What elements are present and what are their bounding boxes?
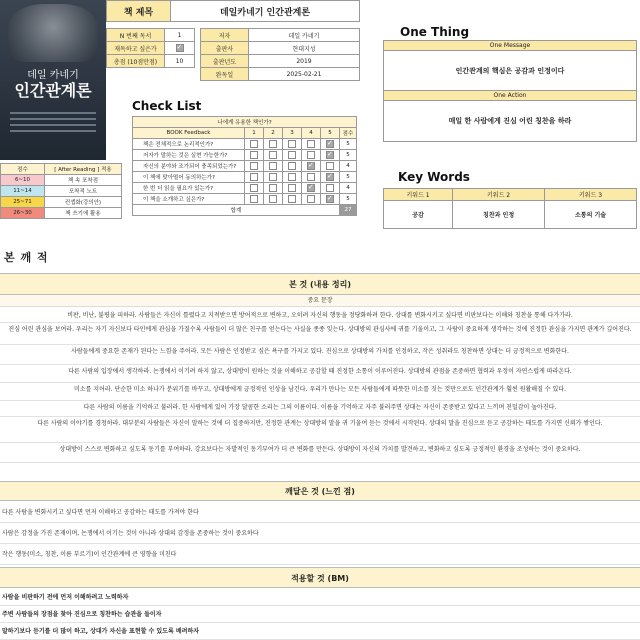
book-cover [0, 0, 106, 160]
publisher-label: 출판사 [201, 42, 249, 55]
cover-title: 인간관계론 [14, 81, 92, 100]
seen-band: 본 것 (내용 정리) [0, 273, 640, 295]
col-2-header: 2 [264, 128, 283, 139]
rating-cell[interactable] [283, 139, 302, 150]
rating-checkbox[interactable] [288, 195, 296, 203]
one-message-label: One Message [384, 41, 636, 51]
n-reading-value: 1 [165, 29, 195, 42]
pub-year-label: 출판년도 [201, 55, 249, 68]
rating-checkbox[interactable] [288, 140, 296, 148]
legend-range: 11~14 [1, 186, 45, 197]
rating-checkbox[interactable] [250, 195, 258, 203]
book-title-label: 책 제목 [107, 1, 171, 22]
rating-checkbox[interactable] [269, 173, 277, 181]
key-words-heading: Key Words [398, 170, 470, 184]
seen-paragraph: 상대방이 스스로 변화하고 싶도록 동기를 부여하라. 강요보다는 자발적인 동기부여가 더 큰 변화를 만든다. 상대방이 자신의 가치를 발견하고, 변화하고 싶도록 긍정적인 환경을 조성하는 것이 중요하다. [0, 443, 640, 463]
rating-checkbox[interactable] [307, 184, 315, 192]
checklist-question: 자신의 분야와 조가되어 충족되었는가? [133, 161, 245, 172]
legend-text: 책 속 포착점 [45, 175, 122, 186]
realized-band: 깨달은 것 (느낀 점) [0, 481, 640, 501]
legend-text: 책 쓰기에 활용 [45, 208, 122, 219]
reread-label: 재독하고 싶은가 [107, 42, 165, 55]
rating-cell[interactable] [302, 194, 321, 205]
legend-range: 6~10 [1, 175, 45, 186]
checklist-question: 이 책에 맞아떨어 동의하는가? [133, 172, 245, 183]
rating-checkbox[interactable] [288, 173, 296, 181]
rating-cell[interactable] [264, 172, 283, 183]
checklist-score: 5 [340, 194, 357, 205]
rating-checkbox[interactable] [250, 140, 258, 148]
apply-line: 말하기보다 듣기를 더 많이 하고, 상대가 자신을 표현할 수 있도록 배려하자 [0, 623, 640, 640]
legend-apply-header: [ After Reading ] 적용 [45, 164, 122, 175]
rating-cell[interactable] [321, 139, 340, 150]
score-header: 점수 [340, 128, 357, 139]
realized-line: 다른 사람을 변화시키고 싶다면 먼저 이해하고 공감하는 태도를 가져야 한다 [0, 502, 640, 523]
legend-score-header: 점수 [1, 164, 45, 175]
check-list-title: 나에게 유용한 책인가? [133, 117, 357, 128]
rating-cell[interactable] [245, 194, 264, 205]
rating-checkbox[interactable] [326, 162, 334, 170]
seen-paragraph: 진심 어린 관심을 보여라. 우리는 자기 자신보다 타인에게 관심을 가질수록 사람들이 더 많은 친구를 얻는다는 사실을 종종 잊는다. 상대방의 관심사에 귀를 기울이고, 그 사람이 중요하게 생각하는 것에 진정한 관심을 가지면 관계가 깊어진다. [0, 323, 640, 345]
rating-cell[interactable] [264, 194, 283, 205]
checklist-score: 5 [340, 172, 357, 183]
keyword-1-value: 공감 [384, 201, 453, 229]
seen-paragraph: 다른 사람의 입장에서 생각하라. 논쟁에서 이기려 하지 않고, 상대방이 원하는 것을 이해하고 공감할 때 진정한 소통이 이루어진다. 상대방의 관점을 존중하면 협력과 우정이 자연스럽게 따라온다. [0, 365, 640, 383]
total-score-value: 10 [165, 55, 195, 68]
rating-checkbox[interactable] [250, 173, 258, 181]
rating-cell[interactable] [264, 150, 283, 161]
rating-checkbox[interactable] [326, 195, 334, 203]
feedback-header: BOOK Feedback [133, 128, 245, 139]
col-5-header: 5 [321, 128, 340, 139]
reread-checkbox[interactable] [176, 44, 184, 52]
seen-paragraphs [0, 309, 640, 463]
apply-band: 적용할 것 (BM) [0, 567, 640, 588]
author-value: 데일 카네기 [249, 29, 360, 42]
reread-checkbox-cell[interactable] [165, 42, 195, 55]
publisher-value: 현대지성 [249, 42, 360, 55]
rating-cell[interactable] [245, 139, 264, 150]
legend-row [1, 197, 122, 208]
rating-checkbox[interactable] [288, 184, 296, 192]
rating-cell[interactable] [321, 183, 340, 194]
rating-cell[interactable] [245, 150, 264, 161]
col-3-header: 3 [283, 128, 302, 139]
checklist-row [133, 161, 357, 172]
realized-line: 작은 행동(미소, 칭찬, 이름 부르기)이 인간관계에 큰 영향을 미친다 [0, 544, 640, 565]
checklist-question: 책은 전체적으로 논리적인가? [133, 139, 245, 150]
rating-cell[interactable] [321, 161, 340, 172]
checklist-row [133, 183, 357, 194]
rating-cell[interactable] [264, 161, 283, 172]
rating-checkbox[interactable] [269, 151, 277, 159]
col-4-header: 4 [302, 128, 321, 139]
keyword-3-value: 소통의 기술 [545, 201, 637, 229]
rating-cell[interactable] [264, 183, 283, 194]
rating-checkbox[interactable] [288, 151, 296, 159]
author-portrait [8, 4, 98, 62]
rating-cell[interactable] [321, 194, 340, 205]
legend-range: 25~71 [1, 197, 45, 208]
rating-cell[interactable] [264, 139, 283, 150]
apply-line: 주변 사람들의 장점을 찾아 진심으로 칭찬하는 습관을 들이자 [0, 606, 640, 623]
legend-text: 포착적 노트 [45, 186, 122, 197]
checklist-row [133, 139, 357, 150]
checklist-question: 이 책을 소개하고 싶은가? [133, 194, 245, 205]
rating-cell[interactable] [321, 150, 340, 161]
rating-checkbox[interactable] [307, 151, 315, 159]
read-date-label: 완독일 [201, 68, 249, 81]
checklist-row [133, 150, 357, 161]
rating-checkbox[interactable] [288, 162, 296, 170]
rating-cell[interactable] [245, 183, 264, 194]
rating-checkbox[interactable] [307, 173, 315, 181]
book-title-value: 데일카네기 인간관계론 [171, 1, 360, 22]
realized-line: 사람은 감정을 가진 존재이며, 논쟁에서 이기는 것이 아니라 상대의 감정을 존중하는 것이 중요하다 [0, 523, 640, 544]
col-1-header: 1 [245, 128, 264, 139]
checklist-score: 5 [340, 150, 357, 161]
rating-checkbox[interactable] [269, 140, 277, 148]
seen-paragraph: 다른 사람의 이야기를 경청하라. 대부분의 사람들은 자신이 말하는 것에 더 집중하지만, 진정한 관계는 상대방의 말을 귀 기울여 듣는 것에서 시작된다. 상대의 말을 진심으로 듣고 공감하는 태도를 가지면 신뢰가 쌓인다. [0, 417, 640, 443]
rating-cell[interactable] [283, 183, 302, 194]
rating-cell[interactable] [283, 161, 302, 172]
rating-checkbox[interactable] [250, 184, 258, 192]
keyword-2-label: 키워드 2 [453, 189, 545, 201]
rating-checkbox[interactable] [269, 195, 277, 203]
legend-range: 26~30 [1, 208, 45, 219]
rating-checkbox[interactable] [307, 195, 315, 203]
rating-cell[interactable] [283, 194, 302, 205]
seen-paragraph: 비판, 비난, 불평을 피하라. 사람들은 자신이 틀렸다고 지적받으면 방어적으로 변하고, 오히려 자신의 행동을 정당화하려 한다. 상대를 변화시키고 싶다면 비판보다는 이해와 칭찬을 통해 다가가라. [0, 309, 640, 323]
rating-checkbox[interactable] [326, 140, 334, 148]
rating-checkbox[interactable] [269, 162, 277, 170]
checklist-row [133, 172, 357, 183]
score-legend-table [0, 163, 122, 219]
checklist-row [133, 194, 357, 205]
apply-line: 사람을 비판하기 전에 먼저 이해하려고 노력하자 [0, 589, 640, 606]
rating-checkbox[interactable] [326, 151, 334, 159]
legend-text: 컨셉화(강의안) [45, 197, 122, 208]
rating-cell[interactable] [302, 139, 321, 150]
rating-checkbox[interactable] [250, 162, 258, 170]
legend-row [1, 186, 122, 197]
author-label: 저자 [201, 29, 249, 42]
one-thing-box [383, 40, 637, 142]
rating-cell[interactable] [321, 172, 340, 183]
rating-cell[interactable] [302, 161, 321, 172]
book-title-table [106, 0, 360, 22]
read-date-value: 2025-02-21 [249, 68, 360, 81]
rating-checkbox[interactable] [326, 173, 334, 181]
check-list-heading: Check List [132, 99, 202, 113]
rating-checkbox[interactable] [250, 151, 258, 159]
seen-paragraph: 미소를 지어라. 단순한 미소 하나가 분위기를 바꾸고, 상대방에게 긍정적인 인상을 남긴다. 우리가 만나는 모든 사람들에게 따뜻한 미소를 짓는 것만으로도 인간관계가 훨씬 원활해질 수 있다. [0, 383, 640, 401]
one-thing-heading: One Thing [400, 25, 470, 39]
key-words-table [383, 188, 637, 229]
legend-row [1, 208, 122, 219]
review-heading: 본 깨 적 [4, 251, 49, 264]
rating-checkbox[interactable] [307, 140, 315, 148]
rating-checkbox[interactable] [326, 184, 334, 192]
rating-cell[interactable] [245, 172, 264, 183]
checklist-total-value: 27 [340, 205, 357, 216]
n-reading-label: N 번째 독서 [107, 29, 165, 42]
rating-cell[interactable] [283, 172, 302, 183]
rating-cell[interactable] [302, 172, 321, 183]
book-info-table [106, 28, 360, 81]
total-score-label: 총점 (10점만점) [107, 55, 165, 68]
checklist-score: 4 [340, 183, 357, 194]
keyword-3-label: 키워드 3 [545, 189, 637, 201]
important-sentences-label: 중요 문장 [0, 295, 640, 307]
checklist-score: 5 [340, 139, 357, 150]
one-action-label: One Action [384, 91, 636, 101]
checklist-question: 한 번 더 읽을 필요가 있는가? [133, 183, 245, 194]
pub-year-value: 2019 [249, 55, 360, 68]
legend-row [1, 175, 122, 186]
keyword-2-value: 칭찬과 인정 [453, 201, 545, 229]
rating-checkbox[interactable] [269, 184, 277, 192]
one-message-text: 인간관계의 핵심은 공감과 인정이다 [384, 51, 636, 91]
rating-cell[interactable] [283, 150, 302, 161]
rating-cell[interactable] [302, 183, 321, 194]
seen-paragraph: 사람들에게 중요한 존재가 된다는 느낌을 주어라. 모든 사람은 인정받고 싶은 욕구를 가지고 있다. 진심으로 상대방의 가치를 인정하고, 작은 성취라도 칭찬하면 상대는 더 긍정적으로 변화한다. [0, 345, 640, 365]
one-action-text: 매일 한 사람에게 진심 어린 칭찬을 하라 [448, 117, 572, 125]
checklist-total-label: 합계 [133, 205, 340, 216]
keyword-1-label: 키워드 1 [384, 189, 453, 201]
cover-author: 데일 카네기 [27, 70, 79, 81]
seen-paragraph: 다른 사람의 이름을 기억하고 불러라. 한 사람에게 있어 가장 달콤한 소리는 그의 이름이다. 이름을 기억하고 자주 불러주면 상대는 자신이 존중받고 있다고 느끼며 친밀감이 높아진다. [0, 401, 640, 417]
rating-cell[interactable] [245, 161, 264, 172]
check-list-table [132, 116, 357, 216]
rating-cell[interactable] [302, 150, 321, 161]
checklist-question: 저자가 말하는 것은 실현 가능한가? [133, 150, 245, 161]
checklist-score: 4 [340, 161, 357, 172]
realized-lines [0, 502, 640, 565]
rating-checkbox[interactable] [307, 162, 315, 170]
cover-text-lines [10, 112, 96, 136]
apply-lines [0, 589, 640, 640]
